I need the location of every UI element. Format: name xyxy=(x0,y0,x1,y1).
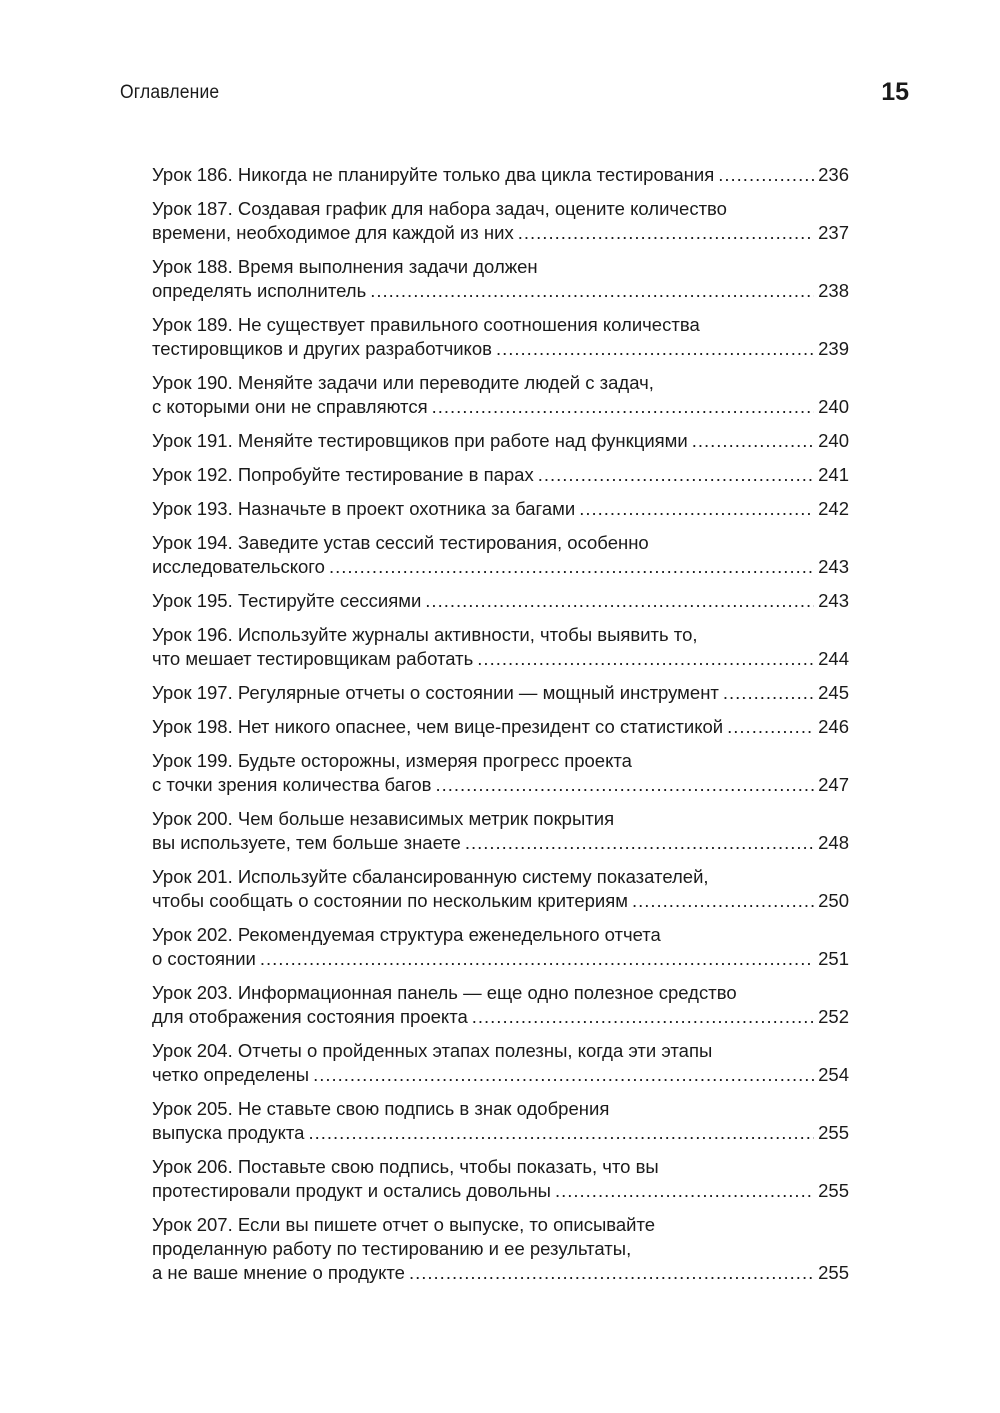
toc-entry-title-line: Урок 207. Если вы пишете отчет о выпуске, то описывайте xyxy=(152,1214,656,1235)
toc-entry-title-line: Урок 197. Регулярные отчеты о состоянии — мощный инструмент xyxy=(152,682,719,703)
toc-entry-title-line: а не ваше мнение о продукте xyxy=(152,1262,405,1283)
dot-leader xyxy=(425,589,814,613)
toc-entry-title-line: Урок 191. Меняйте тестировщиков при работе над функциями xyxy=(152,430,688,451)
toc-entry[interactable] xyxy=(152,807,849,855)
toc-entry-title-line: вы используете, тем больше знаете xyxy=(152,832,461,853)
toc-entry[interactable] xyxy=(152,715,849,739)
toc-entry-title-line: четко определены xyxy=(152,1064,310,1085)
toc-entry-title-line: чтобы сообщать о состоянии по нескольким критериям xyxy=(152,890,628,911)
page-number: 15 xyxy=(881,78,909,106)
toc-entry-page-number: 248 xyxy=(818,832,849,853)
toc-entry-page-number: 241 xyxy=(818,464,849,485)
toc-entry[interactable] xyxy=(152,1213,849,1285)
toc-entry[interactable] xyxy=(152,981,849,1029)
toc-entry-title-line: проделанную работу по тестированию и ее результаты, xyxy=(152,1238,632,1259)
toc-entry-page-number: 243 xyxy=(818,590,849,611)
toc-entry[interactable] xyxy=(152,255,849,303)
toc-entry-title-line: Урок 198. Нет никого опаснее, чем вице-президент со статистикой xyxy=(152,716,724,737)
toc-entry[interactable] xyxy=(152,163,849,187)
toc-entry[interactable] xyxy=(152,1097,849,1145)
dot-leader xyxy=(435,773,814,797)
toc-entry[interactable] xyxy=(152,681,849,705)
dot-leader xyxy=(472,1005,814,1029)
toc-entry[interactable] xyxy=(152,865,849,913)
toc-entry[interactable] xyxy=(152,749,849,797)
toc-entry[interactable] xyxy=(152,197,849,245)
dot-leader xyxy=(329,555,814,579)
dot-leader xyxy=(727,715,814,739)
toc-entry[interactable] xyxy=(152,1155,849,1203)
toc-entry[interactable] xyxy=(152,429,849,453)
toc-entry[interactable] xyxy=(152,923,849,971)
toc-entry-title-line: Урок 202. Рекомендуемая структура еженедельного отчета xyxy=(152,924,661,945)
toc-entry-title-line: Урок 201. Используйте сбалансированную систему показателей, xyxy=(152,866,709,887)
toc-entry-title-line: времени, необходимое для каждой из них xyxy=(152,222,514,243)
dot-leader xyxy=(260,947,814,971)
toc-entry-title-line: Урок 188. Время выполнения задачи должен xyxy=(152,256,538,277)
toc-entry-title-line: Урок 189. Не существует правильного соотношения количества xyxy=(152,314,700,335)
toc-entry-page-number: 239 xyxy=(818,338,849,359)
toc-entry-page-number: 236 xyxy=(818,164,849,185)
toc-entry[interactable] xyxy=(152,589,849,613)
toc-entry-title-line: Урок 195. Тестируйте сессиями xyxy=(152,590,422,611)
dot-leader xyxy=(370,279,814,303)
dot-leader xyxy=(409,1261,814,1285)
toc-entry-title-line: Урок 193. Назначьте в проект охотника за багами xyxy=(152,498,576,519)
toc-entry-title-line: Урок 204. Отчеты о пройденных этапах полезны, когда эти этапы xyxy=(152,1040,713,1061)
toc-entry-title-line: исследовательского xyxy=(152,556,325,577)
toc-entry[interactable] xyxy=(152,497,849,521)
toc-entry-page-number: 243 xyxy=(818,556,849,577)
dot-leader xyxy=(313,1063,814,1087)
toc-entry-title-line: Урок 192. Попробуйте тестирование в парах xyxy=(152,464,534,485)
toc-entry[interactable] xyxy=(152,463,849,487)
toc-entry-title-line: Урок 190. Меняйте задачи или переводите людей с задач, xyxy=(152,372,654,393)
toc-entry-page-number: 245 xyxy=(818,682,849,703)
toc-entry-title-line: Урок 196. Используйте журналы активности, чтобы выявить то, xyxy=(152,624,698,645)
dot-leader xyxy=(555,1179,814,1203)
toc-entry-title-line: Урок 203. Информационная панель — еще одно полезное средство xyxy=(152,982,737,1003)
toc-entry-title-line: с точки зрения количества багов xyxy=(152,774,432,795)
toc-entry-title-line: выпуска продукта xyxy=(152,1122,305,1143)
toc-entry-page-number: 242 xyxy=(818,498,849,519)
toc-entry-page-number: 251 xyxy=(818,948,849,969)
toc-entry-title-line: определять исполнитель xyxy=(152,280,367,301)
toc-entry[interactable] xyxy=(152,1039,849,1087)
toc-entry-page-number: 244 xyxy=(818,648,849,669)
dot-leader xyxy=(308,1121,814,1145)
table-of-contents xyxy=(152,163,849,1295)
dot-leader xyxy=(723,681,814,705)
toc-entry-page-number: 254 xyxy=(818,1064,849,1085)
toc-entry-page-number: 250 xyxy=(818,890,849,911)
dot-leader xyxy=(465,831,814,855)
toc-entry-title-line: протестировали продукт и остались довольны xyxy=(152,1180,551,1201)
dot-leader xyxy=(518,221,814,245)
toc-entry[interactable] xyxy=(152,313,849,361)
dot-leader xyxy=(538,463,814,487)
toc-entry-page-number: 255 xyxy=(818,1180,849,1201)
toc-entry[interactable] xyxy=(152,623,849,671)
toc-entry-title-line: что мешает тестировщикам работать xyxy=(152,648,474,669)
toc-entry-title-line: Урок 205. Не ставьте свою подпись в знак одобрения xyxy=(152,1098,610,1119)
toc-entry-page-number: 238 xyxy=(818,280,849,301)
toc-entry-page-number: 246 xyxy=(818,716,849,737)
toc-entry-title-line: о состоянии xyxy=(152,948,256,969)
dot-leader xyxy=(579,497,814,521)
toc-entry-page-number: 240 xyxy=(818,396,849,417)
toc-entry-page-number: 240 xyxy=(818,430,849,451)
toc-entry[interactable] xyxy=(152,371,849,419)
toc-entry-page-number: 237 xyxy=(818,222,849,243)
dot-leader xyxy=(718,163,814,187)
toc-entry-title-line: Урок 187. Создавая график для набора задач, оцените количество xyxy=(152,198,727,219)
dot-leader xyxy=(632,889,814,913)
running-head-title: Оглавление xyxy=(120,82,220,103)
dot-leader xyxy=(477,647,814,671)
toc-entry-title-line: Урок 186. Никогда не планируйте только два цикла тестирования xyxy=(152,164,715,185)
dot-leader xyxy=(496,337,814,361)
toc-entry-page-number: 255 xyxy=(818,1262,849,1283)
toc-entry-page-number: 252 xyxy=(818,1006,849,1027)
dot-leader xyxy=(692,429,814,453)
dot-leader xyxy=(432,395,815,419)
toc-entry-title-line: для отображения состояния проекта xyxy=(152,1006,468,1027)
toc-entry[interactable] xyxy=(152,531,849,579)
toc-entry-title-line: Урок 200. Чем больше независимых метрик покрытия xyxy=(152,808,615,829)
toc-entry-title-line: Урок 199. Будьте осторожны, измеряя прогресс проекта xyxy=(152,750,632,771)
toc-entry-title-line: тестировщиков и других разработчиков xyxy=(152,338,492,359)
toc-entry-title-line: Урок 194. Заведите устав сессий тестирования, особенно xyxy=(152,532,649,553)
toc-entry-title-line: с которыми они не справляются xyxy=(152,396,428,417)
toc-entry-page-number: 247 xyxy=(818,774,849,795)
toc-entry-title-line: Урок 206. Поставьте свою подпись, чтобы показать, что вы xyxy=(152,1156,659,1177)
toc-entry-page-number: 255 xyxy=(818,1122,849,1143)
